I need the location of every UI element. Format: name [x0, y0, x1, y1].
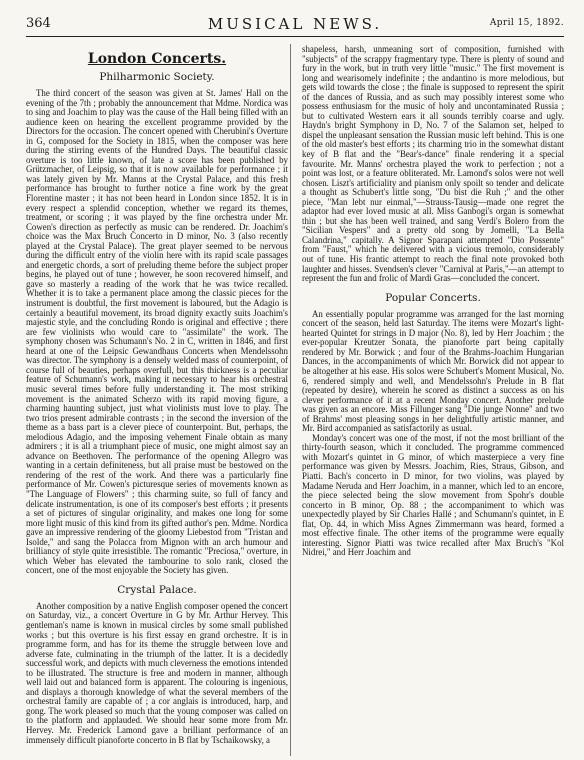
- right-column: [302, 45, 564, 753]
- crystal-palace-paragraph: Another composition by a native English composer opened the concert on Saturday, viz., a concert Overture in G by Mr. Arthur Hervey. This gentleman's name is known in musical circles by some small published works ; but this overture is his first essay en grand orchestre. It is in programme form, and has for its theme the struggle between love and adverse fate, culminating in the triumph of the latter. It is a decidedly successful work, and depicts with much cleverness the emotions intended to be illustrated. The structure is free and modern in manner, although well laid out and balanced form is apparent. The colouring is ingenious, and displays a thorough knowledge of what the several members of the orchestral family are capable of ; a cor anglais is introduced, harp, and gong. The work pleased so much that the young composer was called on to the platform and applauded. We should hear some more from Mr. Hervey. Mr. Frederick Lamond gave a brilliant performance of an immensely difficult pianoforte concerto in B flat by Tschaikowsky, a: [26, 600, 288, 745]
- page-number: 364: [26, 16, 51, 31]
- crystal-palace-continuation: shapeless, harsh, unmeaning sort of composition, furnished with "subjects" of the scrappy fragmentary type. There is plenty of sound and fury in the work, but in truth very little "music." The first movement is long and wearisomely indefinite ; the andantino is more melodious, but gets wild towards the close ; the finale is supposed to represent the spirit of the dances of Russia, and as such may possibly interest some who possess enthusiasm for the music of holy and uncontaminated Russia ; but to cultivated Western ears it all sounds terribly coarse and ugly. Haydn's bright Symphony in D, No. 7 of the Salamon set, helped to dispel the unpleasant sensation the Russian music left behind. This is one of the old master's best efforts ; its charming trio in the somewhat distant key of B flat and the "Bear's-dance" finale rendering it a special favourite. Mr. Manns' orchestra played the work to perfection ; not a point was lost, or a feature obliterated. Mr. Lamond's solos were not well chosen. Liszt's artificiality and pianism only spoilt so tender and delicate a thought as Schubert's little song, "Du bist die Ruh ;" and the other piece, "Man lebt nur einmal,"—Strauss-Tausig—made one regret the adaptor had ever loved music at all. Miss Ganbogi's organ is somewhat thin ; but she has been well trained, and sang Verdi's Bolero from the "Sicilian Vespers" and a pretty old song by Jomelli, "La Bella Calandrina," capitally. A Signor Sparapani attempted "Dio Possente" from "Faust," which he delivered with a vicious tremolo, considerably out of tune. His frantic attempt to reach the final note provoked both laughter and hisses. Svendsen's clever "Carnival at Paris,"—an attempt to represent the fun and frolic of Mardi Gras—concluded the concert.: [302, 45, 564, 284]
- popular-concerts-paragraph-1: An essentially popular programme was arranged for the last morning concert of the season, held last Saturday. The items were Mozart's light-hearted Quintet for strings in D major (No. 8), led by Herr Joachim ; the ever-popular Kreutzer Sonata, the pianoforte part being capitally rendered by Mr. Borwick ; and four of the Brahms-Joachim Hungarian Dances, in the accompaniments of which Mr. Borwick did not appear to be altogether at his ease. His solos were Schubert's Moment Musical, No. 6, rendered simply and well, and Mendelssohn's Prelude in B flat (repeated by desire), wherein he scored as distinct a success as on his clever performance of it at a recent Monday concert. Another prelude was given as an encore. Miss Fillunger sang "Die junge Nonne" and two of Brahms' most pleasing songs in her delightfully artistic manner, and Mr. Bird accompanied as satisfactorily as usual.: [302, 308, 564, 434]
- section-heading-london-concerts: London Concerts.: [87, 51, 227, 67]
- left-column: [26, 45, 288, 753]
- subheading-popular-concerts: Popular Concerts.: [385, 291, 481, 304]
- column-divider: [290, 44, 291, 756]
- subheading-crystal-palace: Crystal Palace.: [117, 583, 197, 596]
- popular-concerts-paragraph-2: Monday's concert was one of the most, if not the most brilliant of the thirty-fourth season, which it concluded. The programme commenced with Mozart's quintet in G minor, of which masterpiece a very fine performance was given by Messrs. Joachim, Ries, Straus, Gibson, and Piatti. Bach's concerto in D minor, for two violins, was played by Madame Neruda and Herr Joachim, in a manner, which led to an encore, the piece selected being the slow movement from Spohr's double concerto in B minor, Op. 88 ; the accompaniment to which was unexpectedly played by Sir Charles Hallé ; and Schumann's quintet, in E flat, Op. 44, in which Miss Agnes Zimmermann was heard, formed a most effective finale. The other items of the programme were equally interesting. Signor Piatti was twice recalled after Max Bruch's "Kol Nidrei," and Herr Joachim and: [302, 432, 564, 558]
- issue-date: April 15, 1892.: [489, 18, 564, 28]
- philharmonic-paragraph: The third concert of the season was given at St. James' Hall on the evening of the 7th ; probably the announcement that Mdme. Nordica was to sing and Joachim to play was the cause of the Hall being filled with an audience keen on hearing the excellent programme provided by the Directors for the occasion. The concert opened with Cherubini's Overture in G, composed for the Society in 1815, when the composer was here during the stirring events of the Hundred Days. The beautiful classic overture is too little known, of late a score has been published by Grützmacher, of Leipsig, so that it is now available for performance ; it was lately given by Mr. Manns at the Crystal Palace, and this fresh performance has brought to further notice a fine work by the great Florentine master ; it has not been heard in London since 1852. It is in every respect a splendid conception, whether we regard its themes, treatment, or scoring ; it was played by the fine orchestra under Mr. Cowen's direction as perfectly as music can be rendered. Dr. Joachim's choice was the Max Bruch Concerto in D minor, No. 3 (also recently played at the Crystal Palace). The great player seemed to be nervous during the difficult entry of the violin here with its rapid scale passages and energetic chords, a sort of preluding theme before the subject proper begins, he played out of tune ; however, he soon recovered himself, and gave so masterly a reading of the work that he was twice recalled. Whether it is to take a permanent place among the classic pieces for the instrument is doubtful, the first movement is laboured, but the Adagio is certainly a beautiful movement, its broad dignity exactly suits Joachim's majestic style, and the concluding Rondo is original and effective ; there are few violinists who would care to "assimilate" the work. The symphony chosen was Schumann's No. 2 in C, written in 1846, and first heard at one of the Leipsic Gewandhaus Concerts when Mendelssohn was director. The symphony is a densely welded mass of counterpoint, of course full of beauties, perhaps overfull, but this thickness is a peculiar feature of Schumann's work, making it necessary to hear his orchestral music several times before fully understanding it. The most striking movement is the animated Scherzo with its rapid moving figure, a charming haunting subject, just what violinists must love to play. The two trios present admirable contrasts ; in the second the inversion of the theme as a bass part is a clever piece of counterpoint. But, perhaps, the melodious Adagio, and the imposing vehement Finale obtain as many admirers ; it is all a triumphant piece of music, one might almost say an advance on Beethoven. The performance of the opening Allegro was wanting in a certain definiteness, but all praise must be bestowed on the rendering of the rest of the work. And there was a particularly fine performance of Mr. Cowen's picturesque series of movements known as "The Language of Flowers" ; this charming suite, so full of fancy and delicate instrumentation, is one of its composer's best efforts ; it presents a set of pictures of singular originality, and makes one long for some more light music of this kind from its gifted author's pen. Mdme. Nordica gave an impressive rendering of the gloomy Liebestod from "Tristan and Isolde," and sang the Polacca from Mignon with an arch humour and brilliancy of style quite irresistible. The romantic "Preciosa," overture, in which Weber has elevated the tambourine to solo rank, closed the concert, one of the most enjoyable the Society has given.: [26, 88, 288, 576]
- running-title: MUSICAL NEWS.: [207, 15, 383, 33]
- masthead: [26, 14, 564, 37]
- subheading-philharmonic: Philharmonic Society.: [99, 71, 215, 83]
